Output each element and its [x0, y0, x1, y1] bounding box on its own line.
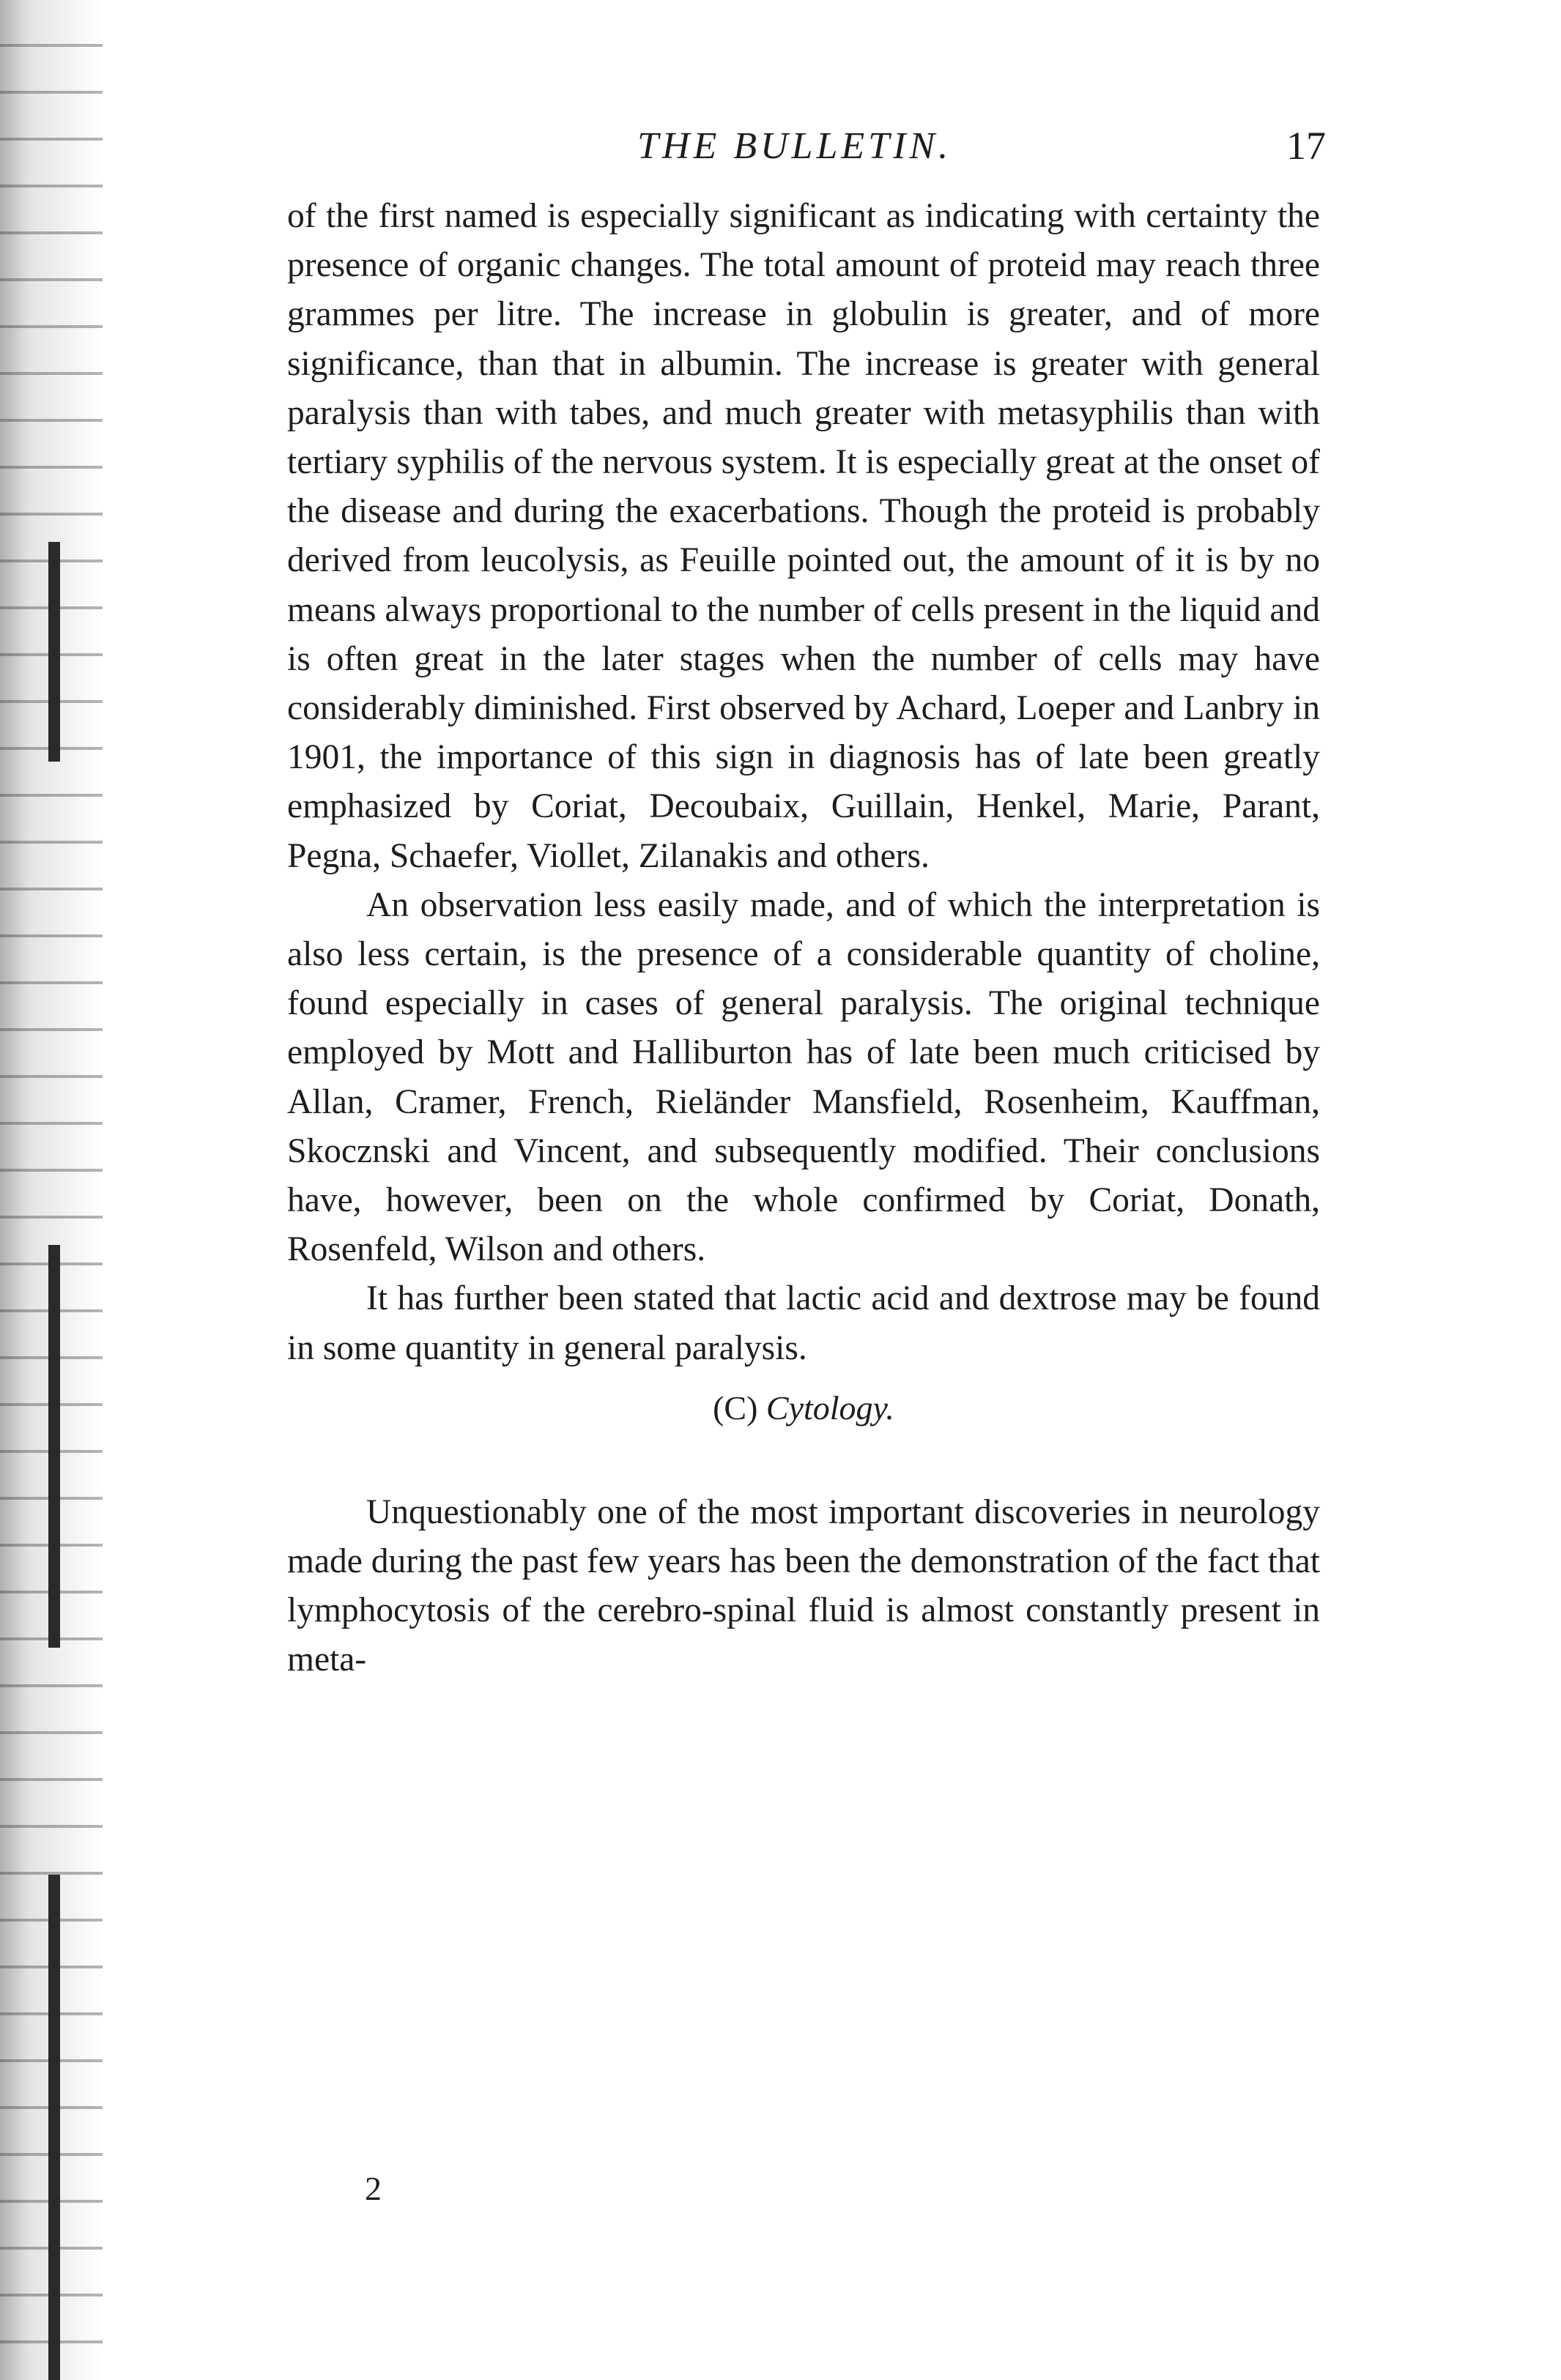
binding-shadow-1: [48, 542, 60, 762]
body-text: [287, 192, 1320, 1685]
section-label: (C): [713, 1388, 758, 1427]
paragraph-lactic-acid: It has further been stated that lactic acid and dextrose may be found in some quantity in general paralysis.: [287, 1279, 1320, 1367]
running-title: THE BULLETIN.: [637, 125, 952, 167]
paragraph-continued: of the first named is especially significant as indicating with certainty the presence of organic changes. The total amount of proteid may reach three grammes per litre. The increase in globulin is greater, and of more significance, than that in albumin. The increase is greater with general paralysis than with tabes, and much greater with metasyphilis than with tertiary syphilis of the nervous system. It is especially great at the onset of the disease and during the exacerbations. Though the proteid is probably derived from leucolysis, as Feuille pointed out, the amount of it is by no means always proportional to the number of cells present in the liquid and is often great in the later stages when the number of cells may have considerably diminished. First observed by Achard, Loeper and Lanbry in 1901, the importance of this sign in diagnosis has of late been greatly emphasized by Coriat, Decoubaix, Guillain, Henkel, Marie, Parant, Pegna, Schaefer, Viollet, Zilanakis and others.: [287, 197, 1320, 875]
binding-shadow-2: [48, 1245, 60, 1648]
section-heading: [287, 1383, 1320, 1432]
signature-mark: 2: [365, 2170, 382, 2207]
page-number: 17: [1286, 124, 1326, 168]
paragraph-cytology: Unquestionably one of the most important discoveries in neurology made during the past few years has been the demonstration of the fact that lymphocytosis of the cerebro-spinal fluid is almost constantly present in meta-: [287, 1492, 1320, 1679]
paragraph-choline: An observation less easily made, and of which the interpretation is also less certain, is the presence of a considerable quantity of choline, found especially in cases of general paralysis. The original technique employed by Mott and Halliburton has of late been much criticised by Allan, Cramer, French, Rieländer Mansfield, Rosenheim, Kauffman, Skocznski and Vincent, and subsequently modified. Their conclusions have, however, been on the whole confirmed by Coriat, Donath, Rosenfeld, Wilson and others.: [287, 885, 1320, 1269]
binding-shadow-3: [48, 1875, 60, 2380]
section-title: Cytology.: [765, 1388, 894, 1427]
page-header: [293, 124, 1326, 176]
